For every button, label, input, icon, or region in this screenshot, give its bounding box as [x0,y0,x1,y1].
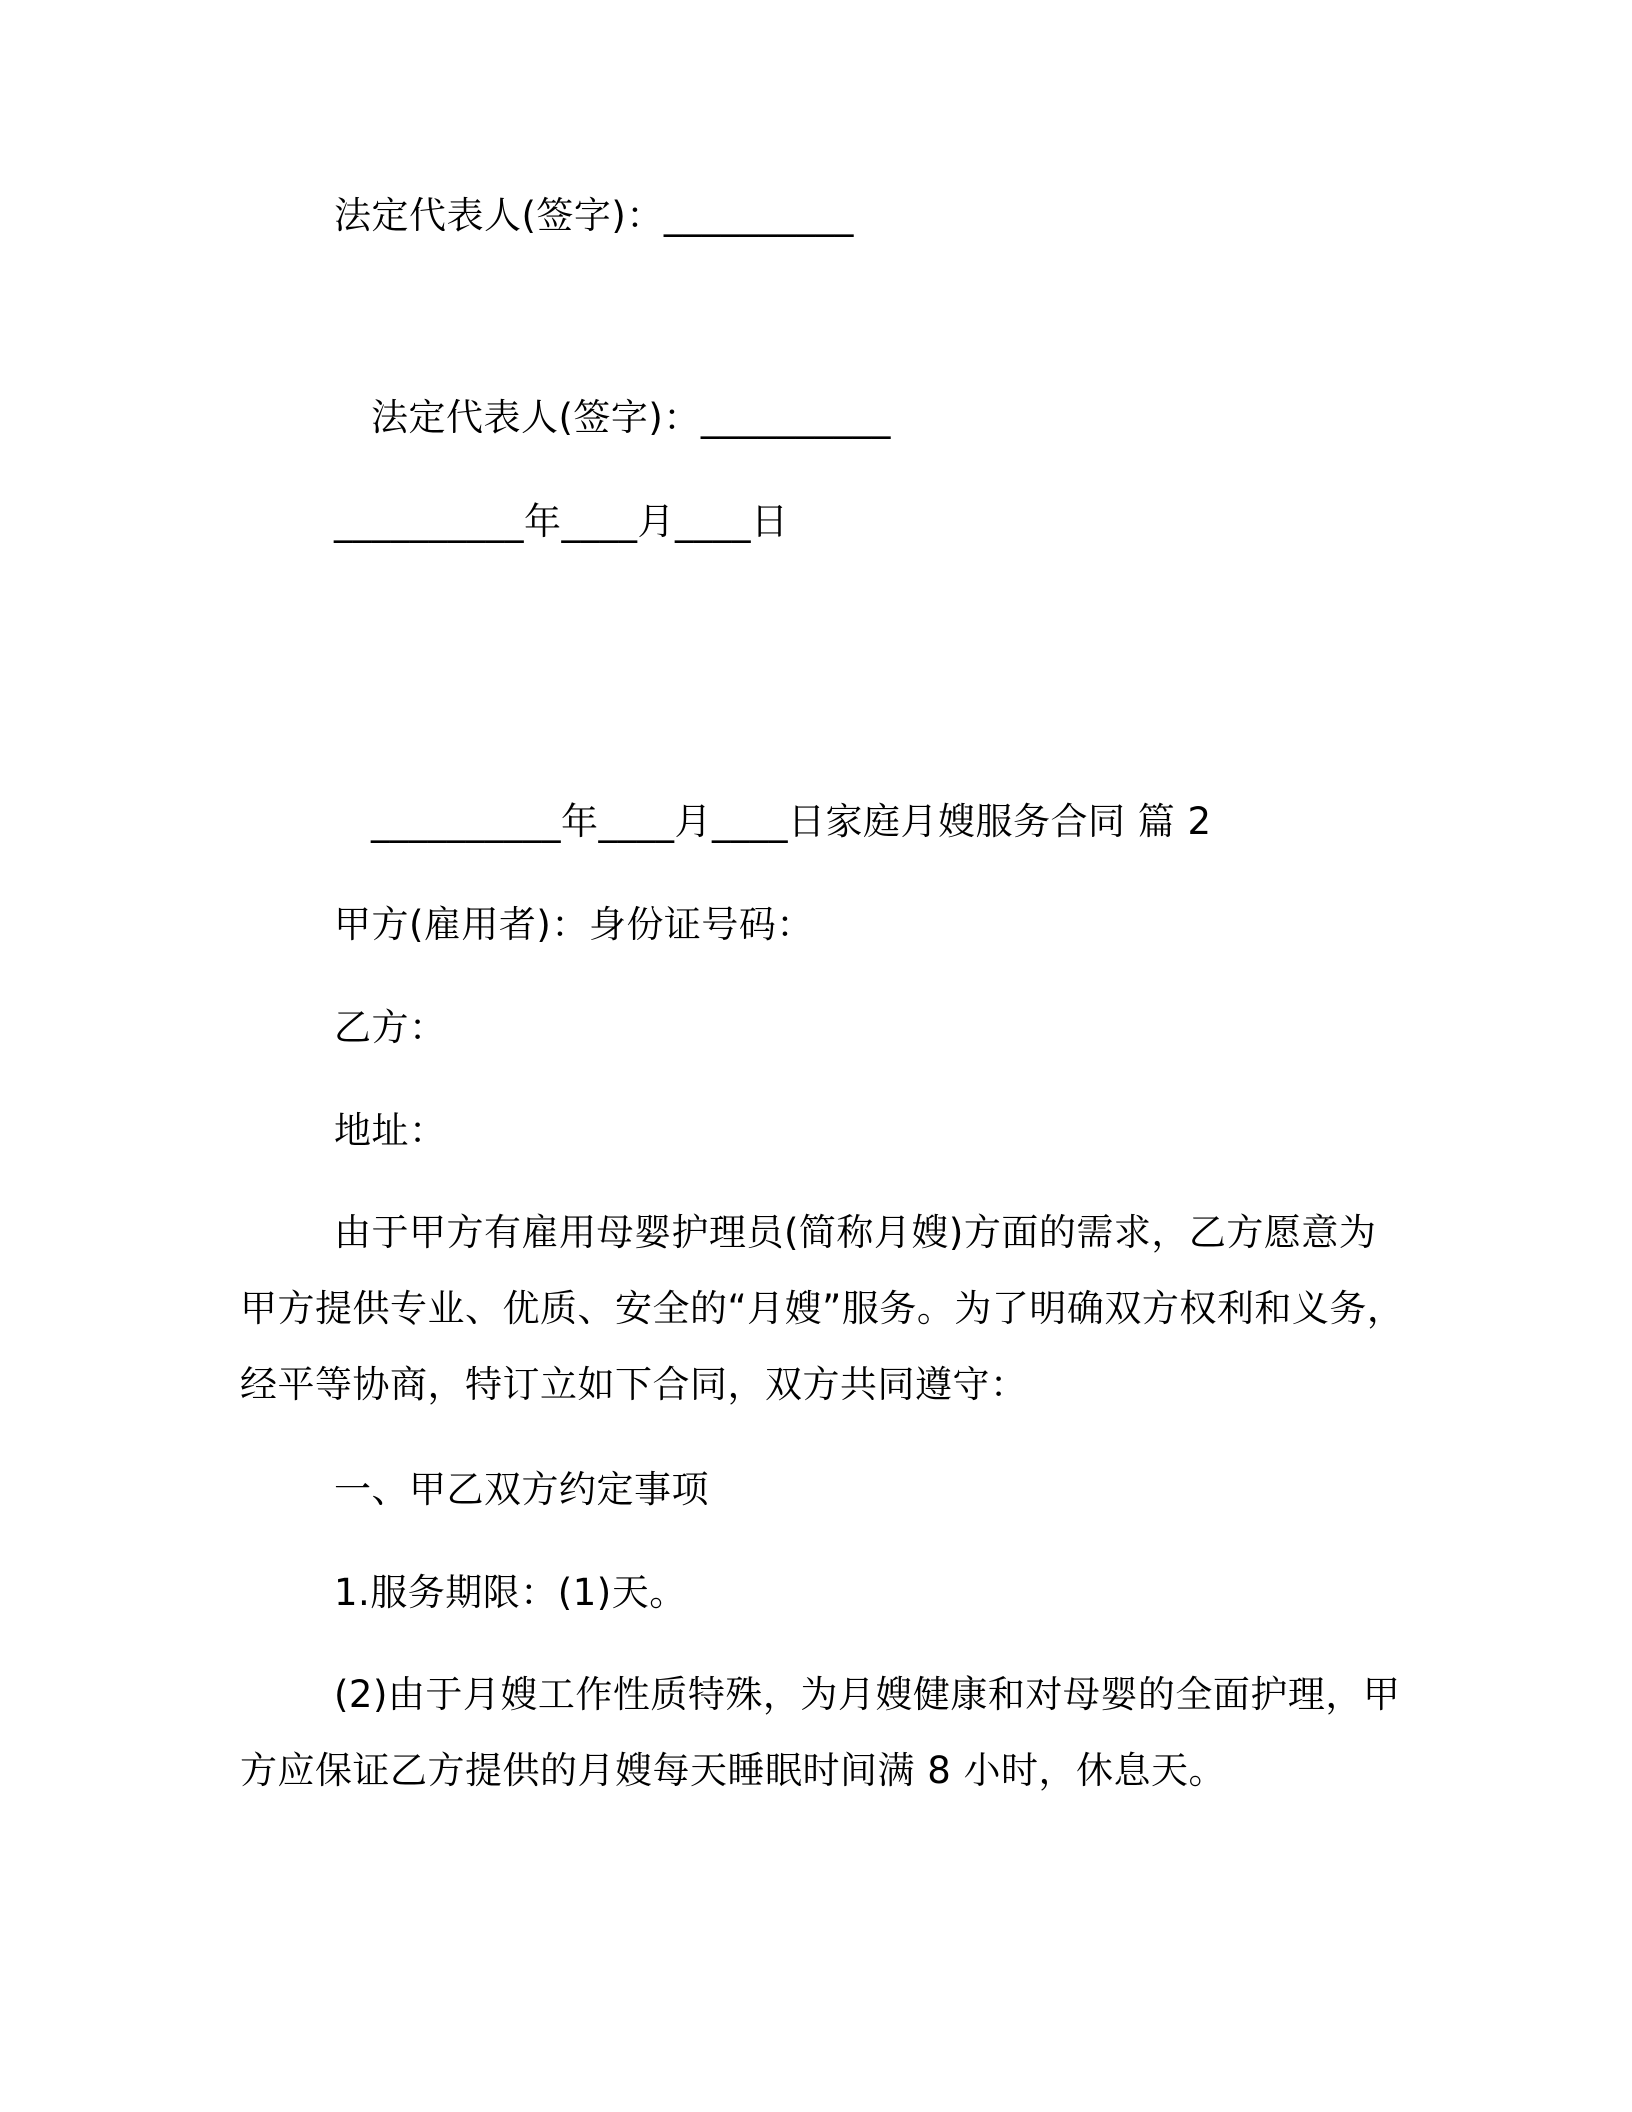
service-term-item: 1.服务期限：(1)天。 [334,1571,687,1614]
contract-heading: __________年____月____日家庭月嫂服务合同 篇 2 [371,800,1212,843]
preamble-paragraph [240,1195,1410,1423]
signature-line-1: 法定代表人(签字)：__________ [334,194,854,237]
date-line: __________年____月____日 [334,500,789,543]
signature-line-2: 法定代表人(签字)：__________ [371,396,891,439]
party-b-line: 乙方： [334,1006,447,1049]
rest-clause-text: (2)由于月嫂工作性质特殊，为月嫂健康和对母婴的全面护理，甲方应保证乙方提供的月嫂每天睡眠时间满 8 小时，休息天。 [240,1673,1401,1792]
address-line: 地址： [334,1109,447,1152]
party-a-line: 甲方(雇用者)：身份证号码： [334,903,814,946]
preamble-text: 由于甲方有雇用母婴护理员(简称月嫂)方面的需求，乙方愿意为甲方提供专业、优质、安全的“月嫂”服务。为了明确双方权利和义务，经平等协商，特订立如下合同，双方共同遵守： [240,1211,1405,1406]
section-1-title: 一、甲乙双方约定事项 [334,1468,709,1511]
rest-clause-paragraph [240,1657,1410,1809]
